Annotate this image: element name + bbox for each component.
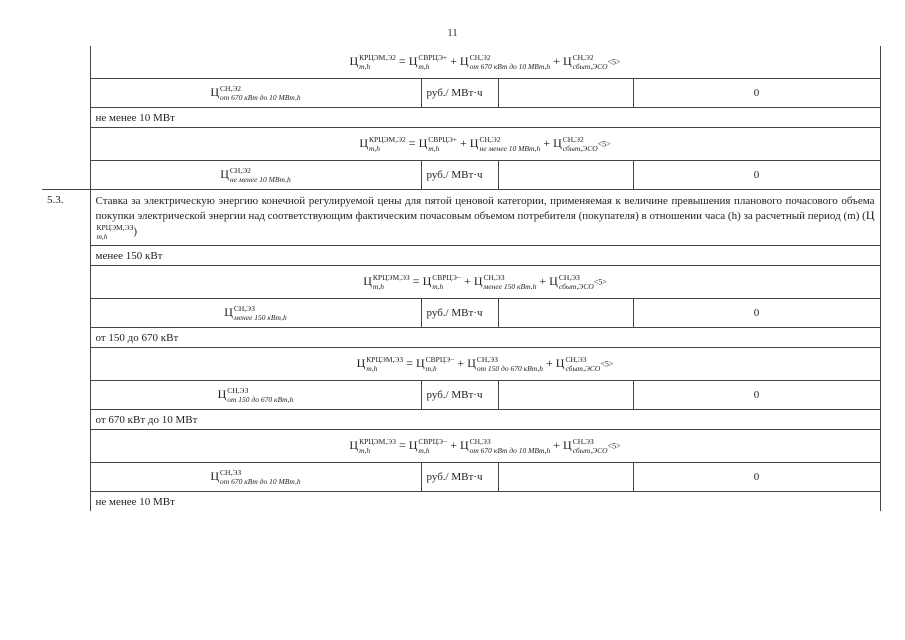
symbol-base: Ц [469,135,479,150]
symbol-superscript: СН,ЭЗ [233,304,255,313]
variable-cell [90,463,421,492]
symbol-subscript: сбыт,ЭСО [572,446,608,455]
symbol-superscript: СН,ЭЗ [220,468,242,477]
formula-term-2 [459,53,551,71]
symbol-superscript: СВРЦЭ− [418,437,448,446]
plus-sign: + [553,53,560,68]
symbol-subscript: m,h [359,446,371,455]
symbol-subscript-wrap [483,282,536,291]
formula-row [42,46,880,79]
section-description-row [42,190,880,246]
symbol-superscript: СН,ЭЗ [572,437,594,446]
section-number: 5.3. [42,190,90,512]
symbol-indices [573,53,608,71]
symbol-subscript-wrap [573,446,608,455]
plus-sign: + [460,135,467,150]
symbol-subscript: не менее 10 МВт,h [479,144,541,153]
label-row [42,246,880,266]
symbol-subscript: сбыт,ЭСО [562,144,598,153]
symbol-superscript: КРЦЭМ,ЭЗ [372,273,410,282]
symbol-superscript: КРЦЭМ,ЭЗ [96,223,134,232]
symbol-subscript: m,h [372,282,384,291]
formula-term-2 [469,135,541,153]
formula-term-2 [473,273,537,291]
value-cell: 0 [633,161,880,190]
label-row [42,108,880,128]
symbol-subscript: сбыт,ЭСО [558,282,594,291]
symbol-indices [366,355,403,373]
symbol-base: Ц [217,386,227,401]
symbol-base: Ц [349,53,359,68]
symbol-indices [373,273,410,291]
symbol-indices [477,355,543,373]
formula [349,53,620,71]
symbol-indices [559,273,594,291]
symbol-subscript: от 670 кВт до 10 МВт,h [469,446,551,455]
symbol-subscript: от 670 кВт до 10 МВт,h [220,477,301,486]
symbol-subscript: от 150 до 670 кВт,h [476,364,543,373]
formula-term-1 [418,135,458,153]
symbol-indices [97,223,134,241]
formula-lhs [356,355,404,373]
symbol-indices [227,386,293,404]
symbol-superscript: СН,Э2 [229,166,251,175]
symbol-indices [573,437,608,455]
label-row [42,492,880,512]
symbol-base: Ц [459,53,469,68]
symbol-subscript-wrap [366,364,403,373]
label-row [42,328,880,348]
symbol-superscript: СН,ЭЗ [227,386,249,395]
section-description-text: Ставка за электрическую энергию конечной регулируемой цены для пятой ценовой категории, применяемая к величине превышения планового почасового объема покупки электрической энергии над соответствующим фактическим почасовым объемом потребителя (покупателя) в отношении часа (h) за расчетный период (m) ( [95,195,875,222]
formula-lhs [359,135,406,153]
symbol-subscript-wrap [359,62,396,71]
symbol-subscript-wrap [477,364,543,373]
symbol-subscript: от 150 до 670 кВт,h [227,395,294,404]
value-cell: 0 [633,463,880,492]
symbol-superscript: КРЦЭМ,ЭЗ [359,437,396,446]
formula-term-3 [562,53,608,71]
symbol-superscript: СН,ЭЗ [469,437,491,446]
plus-sign: + [543,135,551,150]
symbol-subscript: от 670 кВт до 10 МВт,h [220,93,301,102]
symbol-subscript: сбыт,ЭСО [565,364,601,373]
variable-symbol [220,166,291,184]
symbol-base: Ц [562,53,572,68]
section-number-empty [42,46,90,190]
symbol-indices [220,84,301,102]
empty-cell [498,299,633,328]
symbol-subscript-wrap [418,62,447,71]
symbol-base: Ц [408,437,418,452]
plus-sign: + [450,53,457,68]
symbol-subscript-wrap [230,175,291,184]
symbol-subscript-wrap [426,364,455,373]
symbol-base: Ц [359,135,368,150]
symbol-base: Ц [356,355,366,370]
variable-symbol [224,304,287,322]
symbol-superscript: СН,ЭЗ [558,273,580,282]
symbol-base: Ц [408,53,418,68]
symbol-subscript-wrap [373,282,410,291]
symbol-superscript: СВРЦЭ+ [428,135,458,144]
unit-cell: руб./ МВт·ч [421,381,498,410]
equals-sign: = [398,53,406,68]
formula-term-3 [555,355,601,373]
symbol-base: Ц [349,437,359,452]
symbol-subscript-wrap [470,62,551,71]
value-cell: 0 [633,79,880,108]
symbol-base: Ц [549,273,558,288]
formula [363,273,607,291]
footnote-ref: <5> [607,441,621,451]
symbol-base: Ц [473,273,483,288]
symbol-subscript-wrap [573,62,608,71]
unit-cell: руб./ МВт·ч [421,79,498,108]
symbol-subscript-wrap [227,395,293,404]
variable-symbol [210,468,301,486]
formula-term-1 [415,355,455,373]
section-description-end: ) [133,225,138,238]
variable-cell [90,79,421,108]
symbol-superscript: СВРЦЭ− [432,273,462,282]
symbol-indices [426,355,455,373]
symbol-indices [369,135,406,153]
symbol-indices [479,135,540,153]
symbol-subscript-wrap [563,144,598,153]
symbol-superscript: СВРЦЭ− [425,355,455,364]
equals-sign: = [398,437,406,452]
range-label: не менее 10 МВт [90,492,880,512]
symbol-subscript-wrap [220,477,301,486]
symbol-subscript: m,h [368,144,381,153]
symbol-indices [220,468,301,486]
variable-row [42,381,880,410]
symbol-subscript-wrap [359,446,396,455]
symbol-indices [563,135,598,153]
symbol-indices [359,53,396,71]
symbol-superscript: СВРЦЭ+ [418,53,448,62]
symbol-subscript: m,h [359,62,371,71]
variable-row [42,299,880,328]
symbol-superscript: КРЦЭМ,Э2 [368,135,406,144]
symbol-subscript: не менее 10 МВт,h [229,175,291,184]
plus-sign: + [539,273,547,288]
formula-cell [90,430,880,463]
page-number: 11 [447,27,458,39]
symbol-subscript-wrap [369,144,406,153]
variable-row [42,79,880,108]
symbol-base: Ц [865,208,875,222]
symbol-superscript: СН,ЭЗ [565,355,587,364]
empty-cell [498,79,633,108]
formula-row [42,348,880,381]
symbol-superscript: СН,Э2 [469,53,491,62]
plus-sign: + [464,273,471,288]
symbol-base: Ц [555,355,565,370]
formula-term-1 [408,53,448,71]
variable-row [42,161,880,190]
value-cell: 0 [633,299,880,328]
plus-sign: + [450,437,457,452]
formula-lhs [363,273,410,291]
symbol-indices [565,355,600,373]
symbol-base: Ц [210,468,220,483]
footnote-ref: <5> [607,57,621,67]
symbol-base: Ц [459,437,469,452]
variable-row [42,463,880,492]
symbol-subscript: m,h [432,282,444,291]
symbol-indices [470,437,551,455]
footnote-ref: <5> [593,277,607,287]
symbol-superscript: СН,ЭЗ [483,273,505,282]
symbol-subscript-wrap [432,282,461,291]
range-label: менее 150 кВт [90,246,880,266]
range-label: не менее 10 МВт [90,108,880,128]
symbol-indices [234,304,287,322]
symbol-subscript-wrap [559,282,594,291]
empty-cell [498,463,633,492]
formula-row [42,128,880,161]
symbol-superscript: КРЦЭМ,ЭЗ [366,355,404,364]
symbol-indices [432,273,461,291]
formula-cell [90,128,880,161]
symbol-subscript: сбыт,ЭСО [572,62,608,71]
symbol-indices [483,273,536,291]
formula-cell [90,46,880,79]
label-row [42,410,880,430]
equals-sign: = [412,273,420,288]
symbol-base: Ц [422,273,432,288]
formula-term-2 [459,437,551,455]
symbol-subscript: m,h [96,232,108,241]
formula [357,355,614,373]
variable-cell [90,299,421,328]
footnote-ref: <5> [597,139,611,149]
section-description [90,190,880,246]
symbol-subscript: m,h [425,364,437,373]
unit-cell: руб./ МВт·ч [421,161,498,190]
symbol-superscript: СН,Э2 [220,84,242,93]
equals-sign: = [406,355,413,370]
symbol-base: Ц [553,135,562,150]
formula-term-1 [408,437,448,455]
variable-cell [90,161,421,190]
symbol-indices [418,53,447,71]
formula-term-1 [422,273,462,291]
formula-lhs [349,53,396,71]
formula-row [42,430,880,463]
formula-lhs [349,437,396,455]
symbol-indices [418,437,447,455]
symbol-superscript: СН,Э2 [479,135,501,144]
symbol-base: Ц [220,166,229,181]
plus-sign: + [546,355,553,370]
symbol-base: Ц [467,355,476,370]
variable-cell [90,381,421,410]
formula-term-2 [467,355,543,373]
empty-cell [498,161,633,190]
formula-cell [90,348,880,381]
range-label: от 150 до 670 кВт [90,328,880,348]
symbol-subscript-wrap [234,313,287,322]
formula-term-3 [553,135,598,153]
equals-sign: = [408,135,416,150]
formula [349,437,620,455]
symbol-subscript-wrap [220,93,301,102]
symbol-indices [230,166,291,184]
formula-cell [90,266,880,299]
symbol-subscript: m,h [366,364,378,373]
value-cell: 0 [633,381,880,410]
symbol-subscript-wrap [470,446,551,455]
symbol-base: Ц [210,84,220,99]
symbol-base: Ц [563,437,572,452]
plus-sign: + [457,355,465,370]
variable-symbol [217,386,294,404]
symbol-superscript: СН,Э2 [562,135,584,144]
empty-cell [498,381,633,410]
symbol-superscript: СН,ЭЗ [476,355,498,364]
symbol-subscript-wrap [418,446,447,455]
variable-symbol [210,84,301,102]
footnote-ref: <5> [600,359,614,369]
symbol-base: Ц [418,135,428,150]
symbol-base: Ц [363,273,372,288]
symbol-subscript: m,h [428,144,440,153]
tariff-table [42,46,881,511]
formula-term-3 [563,437,608,455]
range-label: от 670 кВт до 10 МВт [90,410,880,430]
symbol-subscript-wrap [565,364,600,373]
formula-term-3 [549,273,594,291]
unit-cell: руб./ МВт·ч [421,463,498,492]
symbol-superscript: КРЦЭМ,Э2 [359,53,396,62]
formula-row [42,266,880,299]
symbol-subscript-wrap [428,144,457,153]
unit-cell: руб./ МВт·ч [421,299,498,328]
symbol-base: Ц [415,355,425,370]
symbol-indices [428,135,457,153]
symbol-superscript: СН,Э2 [572,53,594,62]
formula [359,135,610,153]
plus-sign: + [553,437,561,452]
symbol-subscript: менее 150 кВт,h [233,313,287,322]
symbol-subscript: m,h [418,62,430,71]
symbol-subscript-wrap [97,232,134,241]
symbol-base: Ц [224,304,233,319]
symbol-indices [470,53,551,71]
symbol-subscript: от 670 кВт до 10 МВт,h [469,62,551,71]
symbol-subscript: менее 150 кВт,h [483,282,537,291]
symbol-subscript: m,h [418,446,430,455]
symbol-subscript-wrap [479,144,540,153]
symbol-indices [359,437,396,455]
